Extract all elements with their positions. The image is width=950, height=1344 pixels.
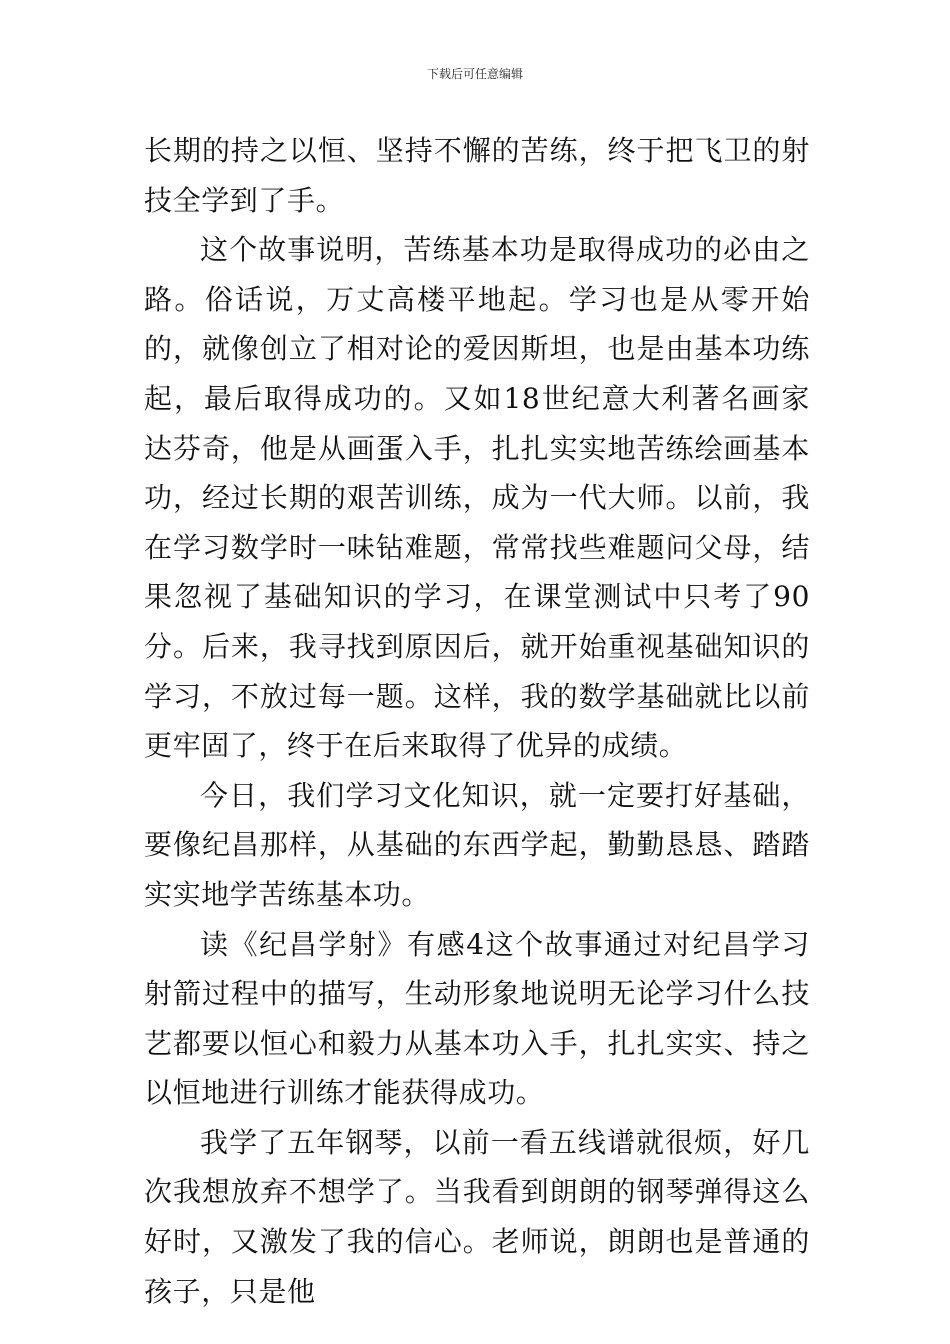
page-header: 下载后可任意编辑 <box>426 67 523 81</box>
paragraph-4: 读《纪昌学射》有感4这个故事通过对纪昌学习射箭过程中的描写，生动形象地说明无论学习什么技艺都要以恒心和毅力从基本功入手，扎扎实实、持之以恒地进行训练才能获得成功。 <box>144 927 810 1110</box>
paragraph-3: 今日，我们学习文化知识，就一定要打好基础，要像纪昌那样，从基础的东西学起，勤勤恳恳、踏踏实实地学苦练基本功。 <box>144 778 810 911</box>
document-body <box>144 126 810 1316</box>
paragraph-2: 这个故事说明，苦练基本功是取得成功的必由之路。俗话说，万丈高楼平地起。学习也是从零开始的，就像创立了相对论的爱因斯坦，也是由基本功练起，最后取得成功的。又如18世纪意大利著名画家达芬奇，他是从画蛋入手，扎扎实实地苦练绘画基本功，经过长期的艰苦训练，成为一代大师。以前，我在学习数学时一味钻难题，常常找些难题问父母，结果忽视了基础知识的学习，在课堂测试中只考了90分。后来，我寻找到原因后，就开始重视基础知识的学习，不放过每一题。这样，我的数学基础就比以前更牢固了，终于在后来取得了优异的成绩。 <box>144 233 810 763</box>
paragraph-1: 长期的持之以恒、坚持不懈的苦练，终于把飞卫的射技全学到了手。 <box>144 134 810 217</box>
paragraph-5: 我学了五年钢琴，以前一看五线谱就很烦，好几次我想放弃不想学了。当我看到朗朗的钢琴弹得这么好时，又激发了我的信心。老师说，朗朗也是普通的孩子，只是他 <box>144 1125 810 1308</box>
